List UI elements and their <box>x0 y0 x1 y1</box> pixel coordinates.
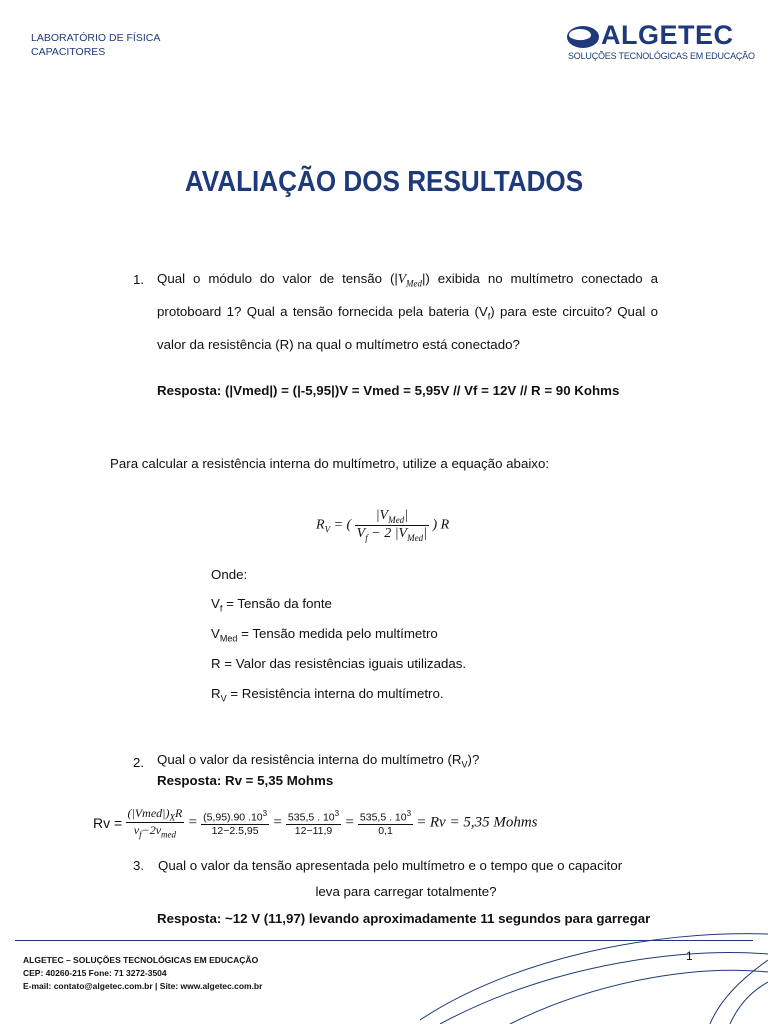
legend-rv: $R_V$ = Resistência interna do multímetro. <box>211 686 444 704</box>
logo-wordmark: ALGETEC <box>601 20 734 50</box>
q1-text-b: |) exibida no multímetro conectado a protoboard 1? Qual a tensão fornecida pela bateria (V <box>157 271 658 320</box>
header-line-1: LABORATÓRIO DE FÍSICA <box>31 32 161 44</box>
q1-text <box>157 265 658 360</box>
q1-vmed-symbol: $V_{Med}$ <box>397 271 422 289</box>
footer-cep-phone: CEP: 40260-215 Fone: 71 3272-3504 <box>23 968 167 978</box>
q2-answer: Resposta: Rv = 5,35 Mohms <box>157 773 334 788</box>
q3-number: 3. <box>133 858 145 873</box>
rv-fraction: $\frac{|V_{Med}|}{V_f - 2 |V_{Med}|}$ <box>356 508 427 543</box>
calc-fraction-4: $\frac{535,5 . 10^3}{0,1}$ <box>359 809 412 837</box>
calc-fraction-2: $\frac{(5,95).90 .10^3}{12-2.5,95}$ <box>203 809 268 837</box>
q2-number: 2. <box>133 755 145 770</box>
calc-result: Rv = 5,35 Mohms <box>429 814 538 831</box>
calc-fraction-1: $\frac{(|Vmed|)_XR}{v_f-2v_{med}}$ <box>127 806 183 840</box>
q1-answer: Resposta: (|Vmed|) = (|-5,95|)V = Vmed = 5,95V // Vf = 12V // R = 90 Kohms <box>157 383 620 398</box>
header-line-2: CAPACITORES <box>31 46 106 58</box>
legend-r: R = Valor das resistências iguais utilizadas. <box>211 656 467 671</box>
calc-rv-label: Rv = <box>93 814 123 831</box>
footer-company: ALGETEC – SOLUÇÕES TECNOLÓGICAS EM EDUCAÇÃO <box>23 955 259 965</box>
q2-text: Qual o valor da resistência interna do multímetro $(R_V)$? <box>157 752 480 770</box>
rv-calculation: Rv = $\frac{(|Vmed|)_XR}{v_f-2v_{med}}$ = $\frac{(5,95).90 .10^3}{12-2.5,95}$ = $\frac{535,5 . 10^3}{12-11,9}$ = $\frac{535,5 . 10^3}{0,1}$ = Rv = 5,35 Mohms <box>93 806 538 840</box>
rv-equation: $R_V$ = ( $\frac{|V_{Med}|}{V_f - 2 |V_{Med}|}$ ) R <box>316 508 450 543</box>
equation-intro: Para calcular a resistência interna do multímetro, utilize a equação abaixo: <box>110 456 550 471</box>
footer-contact <box>23 954 262 993</box>
header-lab-title <box>31 31 160 59</box>
footer-swoosh-decoration <box>420 920 768 1024</box>
q1-text-c: ) para este circuito? Qual o valor da resistência (R) na qual o multímetro está conectado? <box>157 304 659 353</box>
legend-onde: Onde: <box>211 567 248 582</box>
page-number: 1 <box>686 949 693 963</box>
q1-vf-sub: f <box>487 311 491 322</box>
algetec-logo-icon <box>566 24 602 50</box>
q1-number: 1. <box>133 272 145 287</box>
page-title: AVALIAÇÃO DOS RESULTADOS <box>184 166 584 198</box>
q1-text-a: Qual o módulo do valor de tensão (| <box>157 271 398 286</box>
q3-text-b: leva para carregar totalmente? <box>315 884 497 899</box>
q3-answer: Resposta: ~12 V (11,97) levando aproximadamente 11 segundos para garregar <box>157 911 651 926</box>
footer-email-site: E-mail: contato@algetec.com.br | Site: www.algetec.com.br <box>23 981 263 991</box>
legend-vf: $V_f$ = Tensão da fonte <box>211 596 332 614</box>
q3-text-a: Qual o valor da tensão apresentada pelo multímetro e o tempo que o capacitor <box>158 858 623 873</box>
legend-vmed: $V_{Med}$ = Tensão medida pelo multímetro <box>211 626 438 644</box>
calc-fraction-3: $\frac{535,5 . 10^3}{12-11,9}$ <box>287 809 340 837</box>
logo-tagline: SOLUÇÕES TECNOLÓGICAS EM EDUCAÇÃO <box>568 51 755 61</box>
